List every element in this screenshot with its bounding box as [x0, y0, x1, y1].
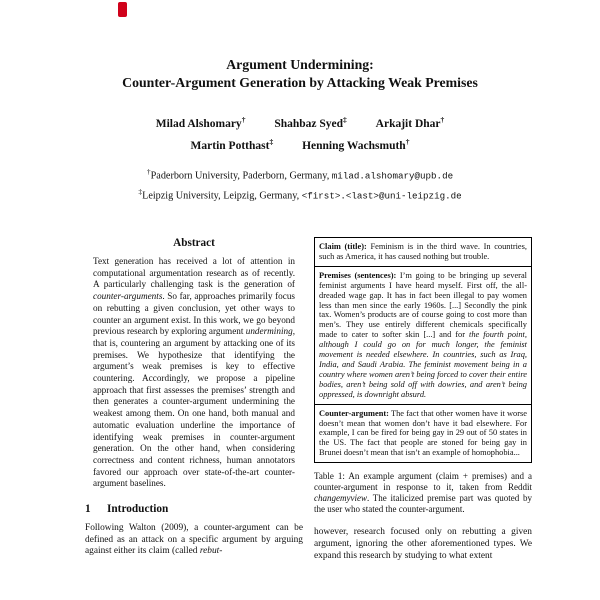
counter-argument-text: The fact that other women have it worse doesn’t mean that women don’t have it bad elsewhere. For example, I can be fired for being gay in 29 out of 50 states in the US. The fact that people are stoned for being gay in Brunei doesn’t mean that isn’t an example of homophobia... — [319, 408, 527, 458]
affiliation-marker: † — [440, 115, 445, 124]
text-segment: , that is, countering an argument by attacking one of its premises. We hypothesize that identifying the argument’s weak premises is key to effective countering. Accordingly, we propose a pipeline approach that first assesses the premises’ strength and then generates a counter-argument undermining the weakest among them. On one hand, both manual and automatic evaluation underline the importance of identifying weak premises in counter-argument generation. On the other hand, when considering correctness and content richness, human annotators favored our approach over state-of-the-art counter-argument baselines. — [93, 326, 295, 489]
section-heading-introduction — [85, 503, 303, 515]
two-column-body — [85, 237, 532, 562]
abstract-paragraph — [85, 256, 303, 490]
premises-label: Premises (sentences): — [319, 270, 397, 280]
red-mark-icon — [118, 2, 127, 17]
affiliation-marker: † — [146, 166, 151, 176]
paper-header — [0, 56, 600, 204]
text-segment-italic: counter-arguments — [93, 291, 163, 302]
section-number: 1 — [85, 503, 91, 516]
counter-argument-label: Counter-argument: — [319, 408, 389, 418]
right-column-paragraph: however, research focused only on rebutting a given argument, ignoring the other aforementioned types. We expand this research by studying to what extent — [314, 527, 532, 561]
text-segment: Text generation has received a lot of attention in computational argumentation research as of recently. A particularly challenging task is the generation of — [93, 256, 295, 290]
affiliation-text: Paderborn University, Paderborn, Germany, — [150, 170, 332, 182]
affiliation-email: <first>.<last>@uni-leipzig.de — [301, 190, 462, 202]
author-name: Arkajit Dhar — [375, 117, 441, 130]
affiliation-marker: ‡ — [343, 115, 347, 124]
authors-row-2 — [0, 137, 600, 152]
author-name: Martin Potthast — [190, 139, 270, 152]
text-segment-italic: rebut- — [199, 546, 223, 557]
text-segment: . So far, approaches primarily focus on rebutting a given conclusion, yet other ways to counter an argument exist. In this work, we go beyond previous research by exploring argument — [93, 291, 295, 337]
premises-text-italic: the fourth point, although I could go on for much longer, the feminist movement is needed elsewhere. In countries, such as Iraq, India, and Saudi Arabia. The feminist movement being in a country where women aren’t being forced to cover their entire bodies, aren’t being sold off with dowries, and aren’t being oppressed, is downright absurd. — [319, 330, 527, 399]
text-segment-italic: undermining — [245, 326, 293, 337]
author-arkajit-dhar — [375, 115, 445, 130]
text-segment-italic: changemyview — [314, 492, 367, 503]
premises-text: I’m going to be bringing up several feminist arguments I have heard myself. First off, the all-dreaded wage gap. It has in fact been illegal to pay women less than men since the early 1960s. [...] Secondly the pink tax. Women’s products are of course going to cost more than men’s. They use entirely different chemicals specifically made to cater to softer skin [...] and for — [319, 270, 528, 340]
author-name: Shahbaz Syed — [274, 117, 344, 130]
affiliation-marker: † — [241, 115, 246, 124]
introduction-paragraph — [85, 523, 303, 558]
affiliation-email: milad.alshomary@upb.de — [331, 170, 454, 182]
affiliation-line-leipzig — [0, 184, 600, 204]
section-title: Introduction — [107, 503, 169, 516]
table-row-premises — [315, 266, 531, 404]
table-row-claim — [315, 238, 531, 266]
author-shahbaz-syed — [274, 115, 347, 130]
author-name: Milad Alshomary — [155, 117, 242, 130]
affiliations — [0, 164, 600, 205]
paper-title — [0, 56, 600, 92]
affiliation-marker: ‡ — [269, 136, 274, 146]
affiliation-marker: ‡ — [138, 187, 143, 197]
text-segment: Table 1: An example argument (claim + premises) and a counter-argument in response to it, taken from Reddit — [314, 471, 532, 492]
table-1 — [314, 237, 532, 463]
left-column — [85, 237, 303, 562]
author-henning-wachsmuth — [302, 136, 410, 152]
table-1-caption — [314, 471, 532, 514]
text-segment: Following Walton (2009), a counter-argument can be defined as an attack on a specific argument by arguing against either its claim (called — [85, 523, 303, 557]
claim-label: Claim (title): — [319, 242, 367, 251]
paper-title-line-1: Argument Undermining: — [226, 57, 374, 72]
author-name: Henning Wachsmuth — [302, 139, 406, 152]
claim-text: Feminism is in the third wave. In countries, such as America, it has caused nothing but trouble. — [319, 242, 527, 261]
abstract-heading: Abstract — [173, 237, 215, 249]
right-column — [314, 237, 532, 562]
paper-title-line-2: Counter-Argument Generation by Attacking Weak Premises — [122, 75, 478, 90]
author-milad-alshomary — [155, 115, 246, 130]
affiliation-text: Leipzig University, Leipzig, Germany, — [142, 190, 302, 202]
authors-row-1 — [0, 115, 600, 130]
text-segment: . The italicized premise part was quoted by the user who stated the counter-argument. — [314, 492, 532, 514]
affiliation-marker: † — [405, 136, 410, 146]
author-martin-potthast — [190, 136, 274, 152]
table-row-counter-argument — [315, 404, 531, 463]
affiliation-line-paderborn — [0, 164, 600, 184]
